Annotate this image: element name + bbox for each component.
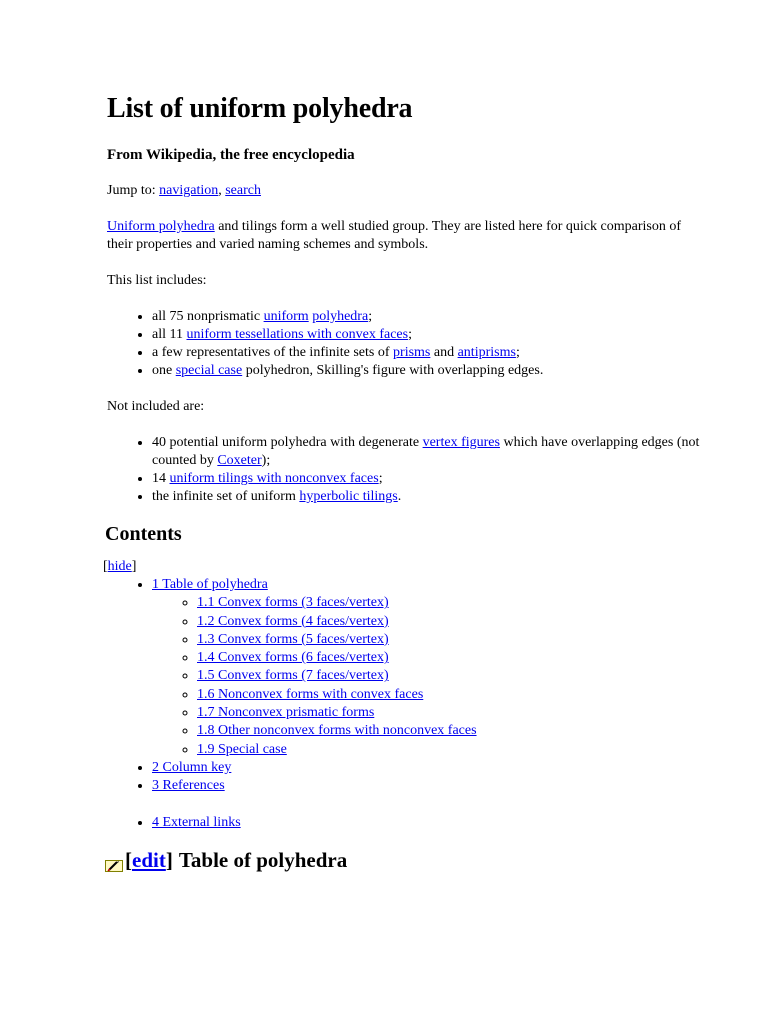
toc-item-3 xyxy=(152,777,707,795)
edit-section-link[interactable]: edit xyxy=(132,847,166,872)
jump-to-label: Jump to: xyxy=(107,183,160,198)
toc-hide-link[interactable]: hide xyxy=(107,559,132,574)
toc-link[interactable]: 1.8 Other nonconvex forms with nonconvex faces xyxy=(197,723,477,739)
special-case-link[interactable]: special case xyxy=(175,363,243,378)
list-item-text: the infinite set of uniform xyxy=(152,489,300,504)
hyperbolic-tilings-link[interactable]: hyperbolic tilings xyxy=(299,489,398,504)
bracket: ] xyxy=(131,559,137,574)
section-heading xyxy=(105,847,707,873)
list-item xyxy=(152,434,707,470)
list-item-text: ; xyxy=(515,345,520,360)
list-item xyxy=(152,326,707,344)
toc-link-references[interactable]: 3 References xyxy=(152,778,225,794)
coxeter-link[interactable]: Coxeter xyxy=(217,453,262,468)
intro-text: and tilings form a well studied group. They are listed here for quick comparison of their properties and varied naming schemes and symbols. xyxy=(107,219,681,252)
jump-navigation-link[interactable]: navigation xyxy=(159,183,219,198)
uniform-link[interactable]: uniform xyxy=(263,309,309,324)
toc-item-1-2 xyxy=(197,613,707,631)
pencil-edit-icon-svg xyxy=(105,859,124,873)
list-item xyxy=(152,308,707,326)
toc-link[interactable]: 1.3 Convex forms (5 faces/vertex) xyxy=(197,631,389,647)
jump-search-link[interactable]: search xyxy=(225,183,261,198)
list-item-text: 40 potential uniform polyhedra with degenerate xyxy=(152,435,423,450)
toc-link-external-links[interactable]: 4 External links xyxy=(152,814,241,830)
toc-item-1 xyxy=(152,576,707,759)
list-item-text: and xyxy=(430,345,458,360)
bracket: [ xyxy=(125,847,132,872)
site-subtitle: From Wikipedia, the free encyclopedia xyxy=(107,147,355,163)
toc-link-column-key[interactable]: 2 Column key xyxy=(152,759,232,775)
polyhedra-link[interactable]: polyhedra xyxy=(312,309,369,324)
list-item-text: ; xyxy=(408,327,412,342)
not-included-list xyxy=(107,434,707,506)
list-item-text: which have overlapping edges (not counted by xyxy=(152,435,700,468)
toc-heading: Contents xyxy=(105,523,182,545)
toc-item-4 xyxy=(152,814,707,832)
prisms-link[interactable]: prisms xyxy=(393,345,431,360)
includes-label: This list includes: xyxy=(107,273,207,288)
list-item-text: one xyxy=(152,363,176,378)
list-item xyxy=(152,488,707,506)
intro-paragraph xyxy=(107,218,707,254)
uniform-polyhedra-link[interactable]: Uniform polyhedra xyxy=(107,219,215,234)
toc-item-1-5 xyxy=(197,667,707,685)
toc-item-1-7 xyxy=(197,704,707,722)
toc-item-2 xyxy=(152,759,707,777)
jump-to-bar xyxy=(107,182,707,200)
toc-link[interactable]: 1.4 Convex forms (6 faces/vertex) xyxy=(197,650,389,666)
toc-item-1-3 xyxy=(197,631,707,649)
list-item-text: ; xyxy=(368,309,373,324)
uniform-tilings-nonconvex-link[interactable]: uniform tilings with nonconvex faces xyxy=(169,471,379,486)
list-item-text: polyhedron, Skilling's figure with overlapping edges. xyxy=(242,363,544,378)
toc-sublist xyxy=(152,594,707,759)
toc-list xyxy=(103,576,707,832)
list-item xyxy=(152,362,707,380)
pencil-edit-icon[interactable] xyxy=(105,853,124,867)
list-item-text: ); xyxy=(261,453,271,468)
toc-link[interactable]: 1.2 Convex forms (4 faces/vertex) xyxy=(197,613,389,629)
uniform-tessellations-link[interactable]: uniform tessellations with convex faces xyxy=(186,327,409,342)
article xyxy=(103,92,707,873)
section-title: Table of polyhedra xyxy=(178,847,348,872)
vertex-figures-link[interactable]: vertex figures xyxy=(422,435,500,450)
list-item-text: a few representatives of the infinite sets of xyxy=(152,345,394,360)
list-item-text: all 11 xyxy=(152,327,187,342)
toc-item-1-9 xyxy=(197,741,707,759)
toc-link[interactable]: 1.5 Convex forms (7 faces/vertex) xyxy=(197,668,389,684)
toc-link-table-of-polyhedra[interactable]: 1 Table of polyhedra xyxy=(152,577,268,592)
toc-item-1-1 xyxy=(197,594,707,612)
list-item-text: ; xyxy=(378,471,383,486)
list-item-text: all 75 nonprismatic xyxy=(152,309,264,324)
not-included-label: Not included are: xyxy=(107,399,205,414)
toc-item-1-6 xyxy=(197,686,707,704)
antiprisms-link[interactable]: antiprisms xyxy=(457,345,516,360)
list-item xyxy=(152,344,707,362)
toc-link[interactable]: 1.7 Nonconvex prismatic forms xyxy=(197,705,375,721)
edit-section xyxy=(125,847,173,873)
toc-link[interactable]: 1.6 Nonconvex forms with convex faces xyxy=(197,686,424,702)
bracket: ] xyxy=(165,847,173,872)
table-of-contents xyxy=(103,558,707,832)
list-item xyxy=(152,470,707,488)
bracket: [ xyxy=(103,559,108,574)
toc-link[interactable]: 1.1 Convex forms (3 faces/vertex) xyxy=(197,595,389,611)
includes-list xyxy=(107,308,707,380)
toc-item-1-4 xyxy=(197,649,707,667)
jump-separator: , xyxy=(218,183,226,198)
toc-link[interactable]: 1.9 Special case xyxy=(197,741,287,757)
toc-hide-toggle xyxy=(103,558,707,576)
page-title: List of uniform polyhedra xyxy=(107,93,413,124)
list-item-text: . xyxy=(397,489,402,504)
toc-item-1-8 xyxy=(197,722,707,740)
list-item-text: 14 xyxy=(152,471,170,486)
